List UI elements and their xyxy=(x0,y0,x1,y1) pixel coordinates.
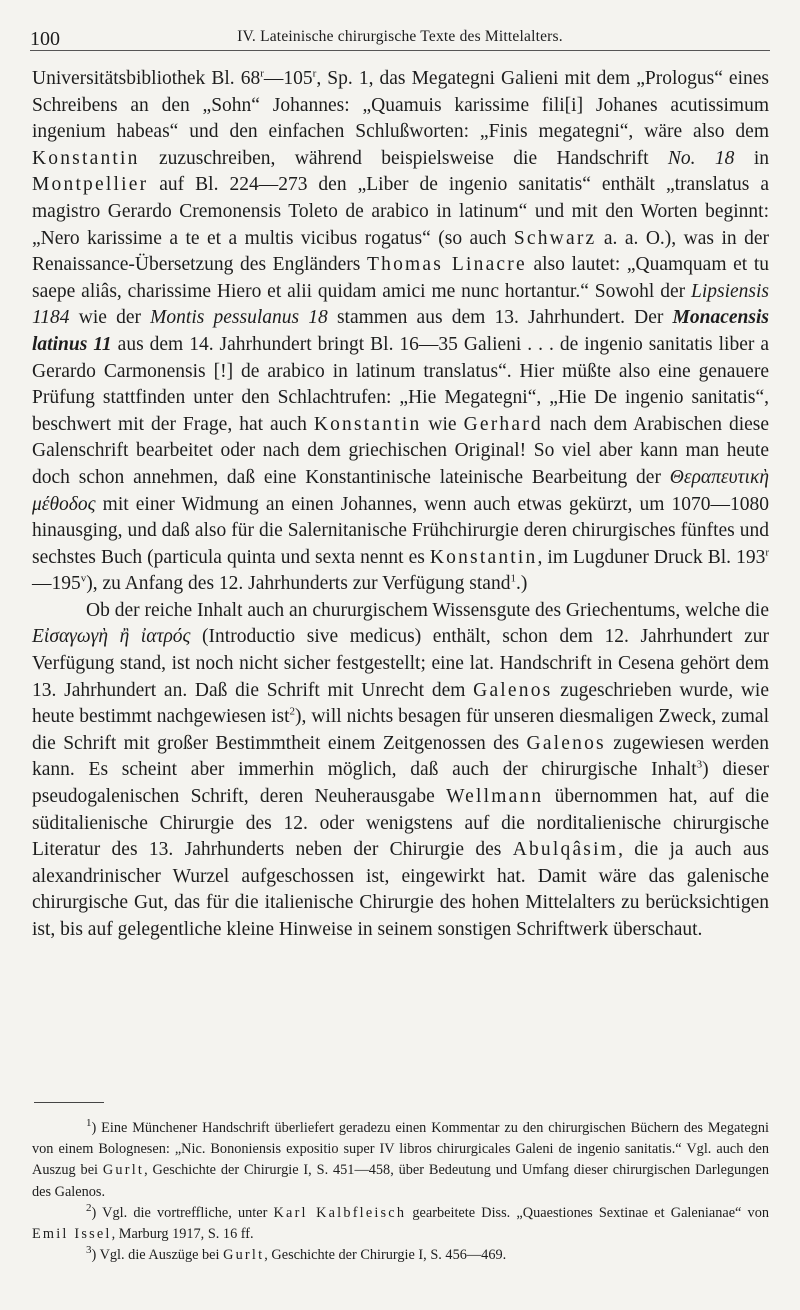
text-run: ), will nichts besagen für unseren diesmaligen Zweck, zumal die Schrift mit großer Bestimmtheit einem Zeitgenossen des xyxy=(32,706,769,754)
emphasis-run: Galenos xyxy=(473,679,553,701)
text-run: —195 xyxy=(32,573,81,595)
emphasis-run: Karl Kalbfleisch xyxy=(273,1204,407,1221)
page-header xyxy=(30,22,770,51)
emphasis-run: Konstantin xyxy=(429,546,538,568)
text-run: nach dem Arabischen diese Galenschrift bearbeitet oder nach dem griechischen Original! So viel aber kann man heute doch schon annehmen, daß eine Konstantinische lateinische Bearbeitung der xyxy=(32,413,770,488)
text-run: , Marburg 1917, S. 16 ff. xyxy=(111,1226,254,1243)
text-run: in xyxy=(734,147,769,169)
emphasis-run: Schwarz xyxy=(513,227,597,249)
footnote-2 xyxy=(32,1203,769,1245)
text-run: mit einer Widmung an einen Johannes, wenn auch etwas gekürzt, um 1070—1080 hinausging, und daß also für die Salernitanische Frühchirurgie deren chirurgisches fünftes und sechstes Buch (particula quinta und sexta nennt es xyxy=(32,493,769,568)
emphasis-run: Gurlt xyxy=(223,1247,265,1264)
emphasis-run: Abulqâsim xyxy=(512,839,619,861)
text-run: wie der xyxy=(69,307,151,329)
text-run: —105 xyxy=(263,68,313,89)
text-run: stammen aus dem 13. Jahrhundert. Der xyxy=(327,307,673,329)
footnote-3 xyxy=(32,1245,769,1266)
text-run: ) dieser pseudogalenischen Schrift, deren Neuherausgabe xyxy=(32,759,769,808)
text-run: , die ja auch aus alexandrinischer Wurzel aufgeschossen ist, eingewirkt hat. Damit wäre das galenische chirurgische Gut, das für die italienische Chirurgie des hohen Mittelalters zu berücksichtigen ist, bis auf gelegentliche kleine Hinweise in seinem sonstigen Schriftwerk überschaut. xyxy=(32,839,769,940)
text-run: zugewiesen werden kann. Es scheint aber immerhin möglich, daß auch der chirurgische Inhalt xyxy=(32,732,769,781)
emphasis-run: Εἰσαγωγὴ ἢ ἰατρός xyxy=(32,626,191,648)
text-run: gearbeitete Diss. „Quaestiones Sextinae et Galenianae“ von xyxy=(406,1204,770,1221)
superscript: 3 xyxy=(86,1244,92,1257)
text-run: , im Lugduner Druck Bl. 193 xyxy=(537,546,766,568)
emphasis-run: Montis pessulanus 18 xyxy=(150,307,328,329)
emphasis-run: Lipsiensis 1184 xyxy=(32,280,769,329)
text-run: Ob der reiche Inhalt auch an chururgischem Wissensgute des Griechentums, welche die xyxy=(86,599,769,621)
emphasis-run: Galenos xyxy=(526,732,606,754)
emphasis-run: Gerhard xyxy=(463,413,543,435)
emphasis-run: Monacensis latinus 11 xyxy=(32,307,769,355)
text-run: aus dem 14. Jahrhundert bringt Bl. 16—35 Galieni . . . de ingenio sanitatis liber a Gerardo Carmonensis [!] de arabico in latinum translatus“. Hier müßte also eine genauere Prüfung stattfinden unter den Schlachtrufen: „Hie Megategni“, „Hie De ingenio sanitatis“, beschwert mit der Frage, hat auch xyxy=(32,333,769,435)
paragraph-1 xyxy=(32,66,769,598)
footnote-1 xyxy=(32,1118,769,1203)
emphasis-run: Thomas Linacre xyxy=(367,254,527,276)
text-run: .) xyxy=(515,573,528,595)
emphasis-run: Montpellier xyxy=(32,174,149,196)
text-run: ) Vgl. die vortreffliche, unter xyxy=(91,1204,274,1221)
superscript: 1 xyxy=(510,572,516,585)
page-number: 100 xyxy=(30,28,60,50)
superscript: v xyxy=(80,572,87,585)
main-text xyxy=(32,66,769,944)
text-run: , Sp. 1, das Megategni Galieni mit dem „Prologus“ eines Schreibens an den „Sohn“ Johannes: „Quamuis karissime fili[i] Johanes acutissimum ingenium habeas“ und den einfachen Schlußworten: „Finis megategni“, wäre also dem xyxy=(32,68,770,143)
emphasis-run: Gurlt xyxy=(102,1162,145,1179)
superscript: 3 xyxy=(696,758,703,771)
text-run: wie xyxy=(421,413,464,435)
text-run: ) Eine Münchener Handschrift überliefert geradezu einen Kommentar zu den chirurgischen Büchern des Megategni von einem Bolognesen: „Nic. Bononiensis expositio super IV libros chirurgicales Galeni de ingenio sanitatis.“ Vgl. auch den Auszug bei xyxy=(32,1120,769,1179)
text-run: ) Vgl. die Auszüge bei xyxy=(91,1247,224,1264)
emphasis-run: Emil Issel xyxy=(32,1226,112,1243)
paragraph-2 xyxy=(32,598,769,944)
emphasis-run: No. 18 xyxy=(667,147,735,169)
text-run: zuzuschreiben, während beispielsweise die Handschrift xyxy=(139,147,668,169)
text-run: , Geschichte der Chirurgie I, S. 451—458, über Bedeutung und Umfang dieser chirurgischen Darlegungen des Galenos. xyxy=(32,1162,769,1200)
superscript: 2 xyxy=(86,1202,92,1215)
text-run: ), zu Anfang des 12. Jahrhunderts zur Verfügung stand xyxy=(86,573,511,595)
superscript: 2 xyxy=(289,705,295,718)
running-title: IV. Lateinische chirurgische Texte des Mittelalters. xyxy=(237,28,563,45)
text-run: also lautet: „Quamquam et tu saepe aliâs, charissime Hiero et alii quidam amici me nunc hortantur.“ Sowohl der xyxy=(32,254,769,302)
text-run: , Geschichte der Chirurgie I, S. 456—469. xyxy=(264,1247,507,1264)
text-run: a. a. O.), was in der Renaissance-Übersetzung des Engländers xyxy=(32,227,769,276)
text-run: zugeschrieben wurde, wie heute bestimmt nachgewiesen ist xyxy=(32,679,769,728)
superscript: 1 xyxy=(86,1117,92,1130)
emphasis-run: Θεραπευτικὴ μέθοδος xyxy=(32,466,769,515)
emphasis-run: Konstantin xyxy=(32,147,140,169)
text-run: (Introductio sive medicus) enthält, schon dem 12. Jahrhundert zur Verfügung stand, ist noch nicht sicher festgestellt; eine lat. Handschrift in Cesena gehört dem 13. Jahrhundert an. Daß die Schrift mit Unrecht dem xyxy=(32,626,769,701)
footnote-rule xyxy=(34,1102,104,1103)
superscript: r xyxy=(765,546,769,559)
text-run: Universitätsbibliothek Bl. 68 xyxy=(32,68,261,89)
emphasis-run: Wellmann xyxy=(446,786,544,808)
superscript: r xyxy=(260,67,264,80)
superscript: r xyxy=(312,67,317,80)
footnotes xyxy=(32,1118,769,1266)
emphasis-run: Konstantin xyxy=(313,413,422,435)
text-run: auf Bl. 224—273 den „Liber de ingenio sanitatis“ enthält „translatus a magistro Gerardo Cremonensis Toleto de arabico in latinum“ und mit den Worten beginnt: „Nero karissime a te et a multis vicibus rogatus“ (so auch xyxy=(32,174,769,249)
text-run: übernommen hat, auf die süditalienische Chirurgie des 12. oder wenigstens auf die norditalienische chirurgische Literatur des 13. Jahrhunderts neben der Chirurgie des xyxy=(32,786,769,861)
